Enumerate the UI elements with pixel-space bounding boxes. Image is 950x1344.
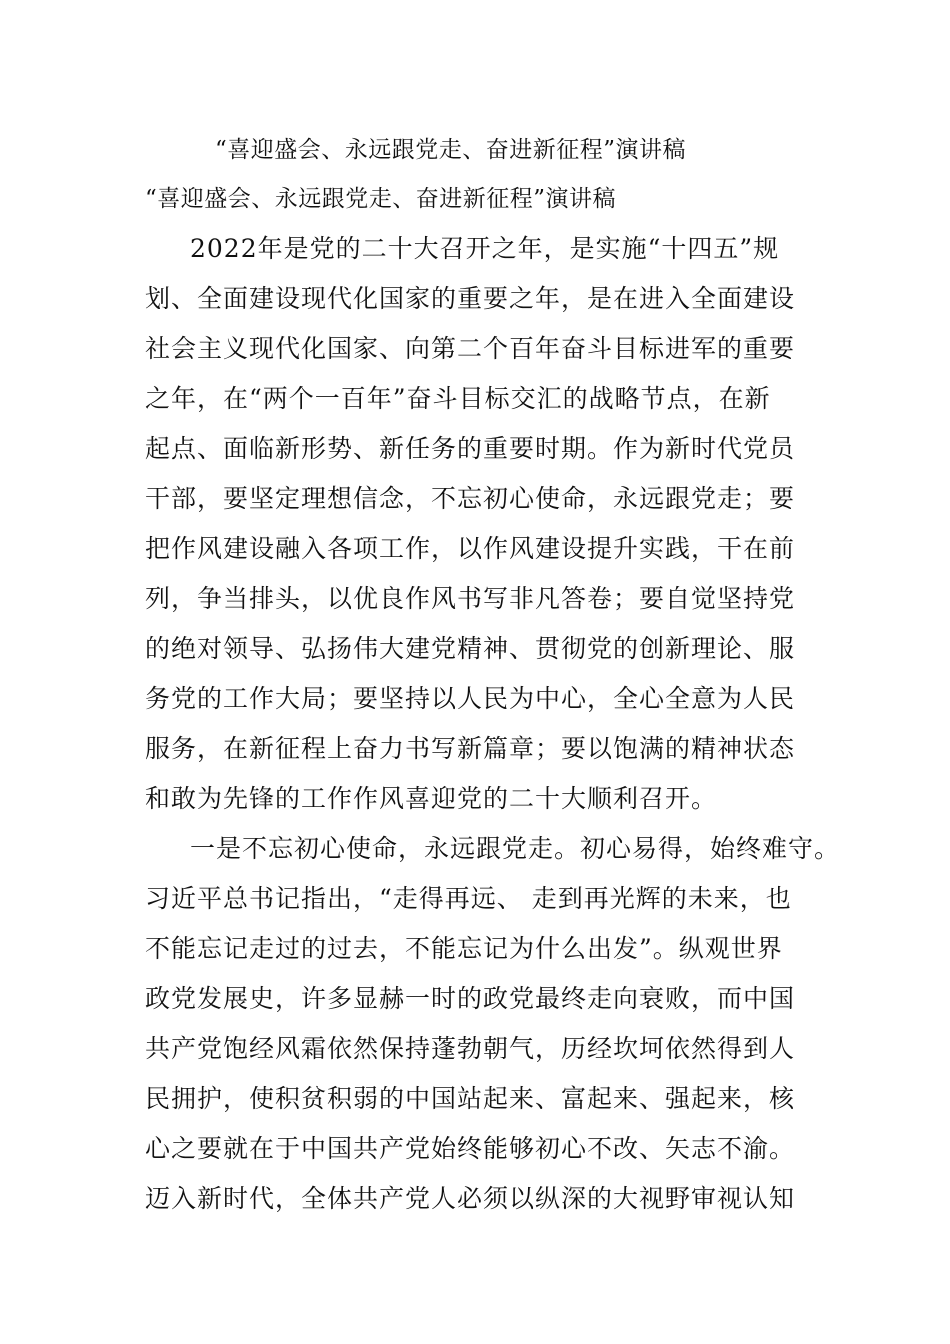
text-line: 和敢为先锋的工作作风喜迎党的二十大顺利召开。 bbox=[145, 784, 718, 813]
document-body bbox=[145, 224, 841, 1224]
text-line: 干部，要坚定理想信念，不忘初心使命，永远跟党走；要 bbox=[145, 484, 796, 513]
paragraph-intro bbox=[145, 224, 815, 824]
text-line: 一是不忘初心使命，永远跟党走。初心易得，始终难守。 bbox=[190, 834, 841, 863]
text-line: 民拥护，使积贫积弱的中国站起来、富起来、强起来，核 bbox=[145, 1084, 796, 1113]
text-line: 习近平总书记指出，“走得再远、 走到再光辉的未来，也 bbox=[145, 884, 792, 913]
text-line: 不能忘记走过的过去，不能忘记为什么出发”。纵观世界 bbox=[145, 934, 783, 963]
text-line: 政党发展史，许多显赫一时的政党最终走向衰败，而中国 bbox=[145, 984, 796, 1013]
text-line: 划、全面建设现代化国家的重要之年，是在进入全面建设 bbox=[145, 284, 796, 313]
document-title: “喜迎盛会、永远跟党走、奋进新征程”演讲稿 bbox=[215, 137, 687, 163]
text-line: 的绝对领导、弘扬伟大建党精神、贯彻党的创新理论、服 bbox=[145, 634, 796, 663]
text-line: 之年，在“两个一百年”奋斗目标交汇的战略节点，在新 bbox=[145, 384, 771, 413]
text-line: 迈入新时代，全体共产党人必须以纵深的大视野审视认知 bbox=[145, 1184, 796, 1213]
text-line: 社会主义现代化国家、向第二个百年奋斗目标进军的重要 bbox=[145, 334, 796, 363]
text-line: 心之要就在于中国共产党始终能够初心不改、矢志不渝。 bbox=[145, 1134, 796, 1163]
text-line: 把作风建设融入各项工作，以作风建设提升实践，干在前 bbox=[145, 534, 796, 563]
text-line: 2022年是党的二十大召开之年，是实施“十四五”规 bbox=[190, 234, 780, 263]
document-subtitle: “喜迎盛会、永远跟党走、奋进新征程”演讲稿 bbox=[145, 186, 617, 212]
text-line: 务党的工作大局；要坚持以人民为中心，全心全意为人民 bbox=[145, 684, 796, 713]
text-line: 服务，在新征程上奋力书写新篇章；要以饱满的精神状态 bbox=[145, 734, 796, 763]
text-line: 共产党饱经风霜依然保持蓬勃朝气，历经坎坷依然得到人 bbox=[145, 1034, 796, 1063]
text-line: 列，争当排头，以优良作风书写非凡答卷；要自觉坚持党 bbox=[145, 584, 796, 613]
paragraph-section-one bbox=[145, 824, 841, 1224]
text-line: 起点、面临新形势、新任务的重要时期。作为新时代党员 bbox=[145, 434, 796, 463]
